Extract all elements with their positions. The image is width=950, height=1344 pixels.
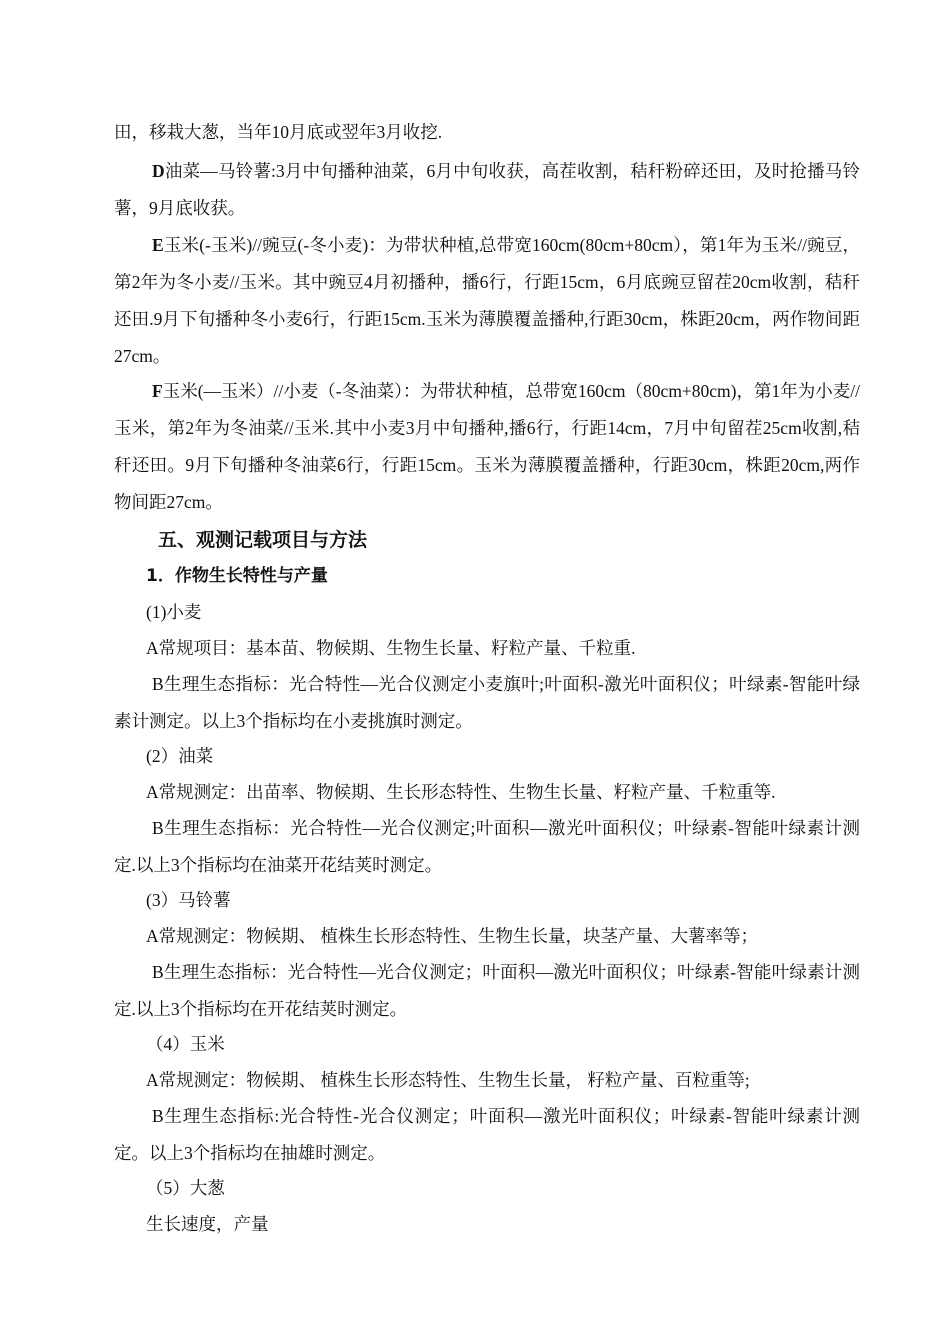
crop-title-potato: (3）马铃薯 [146, 890, 231, 910]
paragraph-text: 田，移栽大葱，当年10月底或翌年3月收挖. [114, 122, 443, 142]
paragraph-text: 玉米(-玉米)//豌豆(-冬小麦)：为带状种植,总带宽160cm(80cm+80cm），第1年为玉米//豌豆，第2年为冬小麦//玉米。其中豌豆4月初播种，播6行，行距15cm，6月底豌豆留茬20cm收割，秸秆还田.9月下旬播种冬小麦6行，行距15cm.玉米为薄膜覆盖播种,行距30cm，株距20cm，两作物间距27cm。 [114, 235, 860, 366]
onion-items: 生长速度，产量 [146, 1214, 269, 1234]
paragraph-f [114, 373, 860, 521]
wheat-routine-items: A常规项目：基本苗、物候期、生物生长量、籽粒产量、千粒重. [146, 638, 636, 658]
crop-title-rapeseed: (2）油菜 [146, 746, 214, 766]
crop-title-maize: （4）玉米 [146, 1034, 225, 1054]
maize-routine-items: A常规测定：物候期、 植株生长形态特性、生物生长量， 籽粒产量、百粒重等; [146, 1070, 750, 1090]
item-letter: D [152, 161, 165, 181]
paragraph-d [114, 153, 860, 227]
rapeseed-physiology-items [114, 810, 860, 884]
paragraph-text: B生理生态指标：光合特性—光合仪测定小麦旗叶;叶面积-激光叶面积仪；叶绿素-智能叶绿素计测定。以上3个指标均在小麦挑旗时测定。 [114, 674, 860, 731]
maize-physiology-items [114, 1098, 860, 1172]
paragraph-e [114, 227, 860, 375]
crop-title-wheat: (1)小麦 [146, 602, 202, 622]
item-letter: E [152, 235, 164, 255]
paragraph-text: B生理生态指标：光合特性—光合仪测定;叶面积—激光叶面积仪；叶绿素-智能叶绿素计测定.以上3个指标均在油菜开花结荚时测定。 [114, 818, 860, 875]
paragraph-text: B生理生态指标：光合特性—光合仪测定；叶面积—激光叶面积仪；叶绿素-智能叶绿素计测定.以上3个指标均在开花结荚时测定。 [114, 962, 860, 1019]
paragraph-text: 玉米(—玉米）//小麦（-冬油菜）：为带状种植，总带宽160cm（80cm+80cm)，第1年为小麦//玉米，第2年为冬油菜//玉米.其中小麦3月中旬播种,播6行，行距14cm，7月中旬留茬25cm收割,秸秆还田。9月下旬播种冬油菜6行，行距15cm。玉米为薄膜覆盖播种，行距30cm，株距20cm,两作物间距27cm。 [114, 381, 860, 512]
wheat-physiology-items [114, 666, 860, 740]
item-letter: F [152, 381, 163, 401]
paragraph-text: 油菜—马铃薯:3月中旬播种油菜，6月中旬收获，高茬收割，秸秆粉碎还田，及时抢播马铃薯，9月底收获。 [114, 161, 860, 218]
rapeseed-routine-items: A常规测定：出苗率、物候期、生长形态特性、生物生长量、籽粒产量、千粒重等. [146, 782, 776, 802]
potato-physiology-items [114, 954, 860, 1028]
section-title: 五、观测记载项目与方法 [158, 529, 368, 551]
section-subtitle: 1．作物生长特性与产量 [146, 566, 328, 586]
paragraph-intro-tail [114, 114, 860, 151]
potato-routine-items: A常规测定：物候期、 植株生长形态特性、生物生长量，块茎产量、大薯率等； [146, 926, 759, 946]
paragraph-text: B生理生态指标:光合特性-光合仪测定；叶面积—激光叶面积仪；叶绿素-智能叶绿素计测定。以上3个指标均在抽雄时测定。 [114, 1106, 860, 1163]
crop-title-onion: （5）大葱 [146, 1178, 225, 1198]
